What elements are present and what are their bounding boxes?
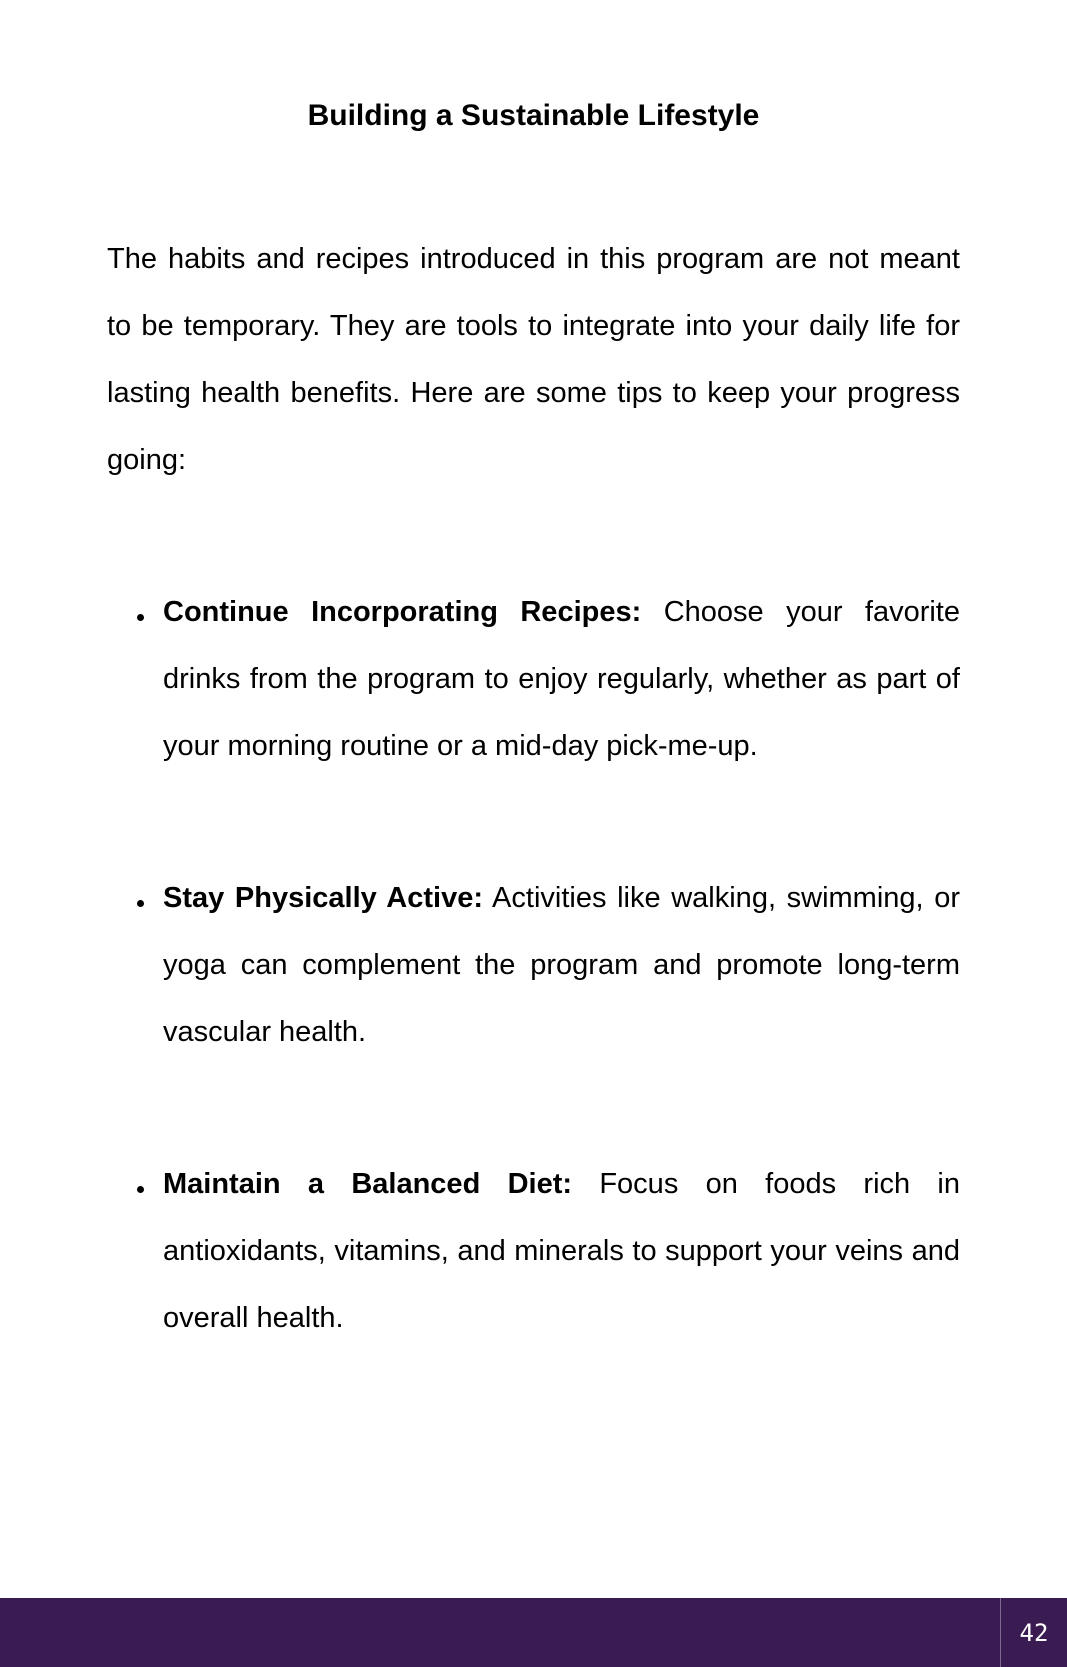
bullet-text: Activities like walking, swimming, or yoga can complement the program and promote long-term vascular health.: [163, 882, 960, 1048]
list-item: [107, 579, 960, 780]
footer-bar: [0, 1598, 1067, 1667]
bullet-label: Maintain a Balanced Diet:: [163, 1168, 573, 1200]
bullet-icon: [137, 900, 144, 907]
bullet-icon: [137, 1186, 144, 1193]
bullet-list: [107, 579, 960, 1352]
intro-paragraph: The habits and recipes introduced in this program are not meant to be temporary. They are tools to integrate into your daily life for lasting health benefits. Here are some tips to keep your progress going:: [107, 243, 960, 476]
bullet-label: Continue Incorporating Recipes:: [163, 596, 642, 628]
list-item: [107, 1151, 960, 1352]
bullet-text: Focus on foods rich in antioxidants, vitamins, and minerals to support your veins and overall health.: [163, 1168, 961, 1334]
bullet-text: Choose your favorite drinks from the program to enjoy regularly, whether as part of your morning routine or a mid-day pick-me-up.: [163, 596, 960, 762]
list-item: [107, 865, 960, 1066]
bullet-label: Stay Physically Active:: [163, 882, 484, 914]
bullet-icon: [137, 614, 144, 621]
page-content: [0, 96, 1067, 1352]
page-number: 42: [1019, 1618, 1049, 1647]
page-title: Building a Sustainable Lifestyle: [307, 99, 760, 132]
